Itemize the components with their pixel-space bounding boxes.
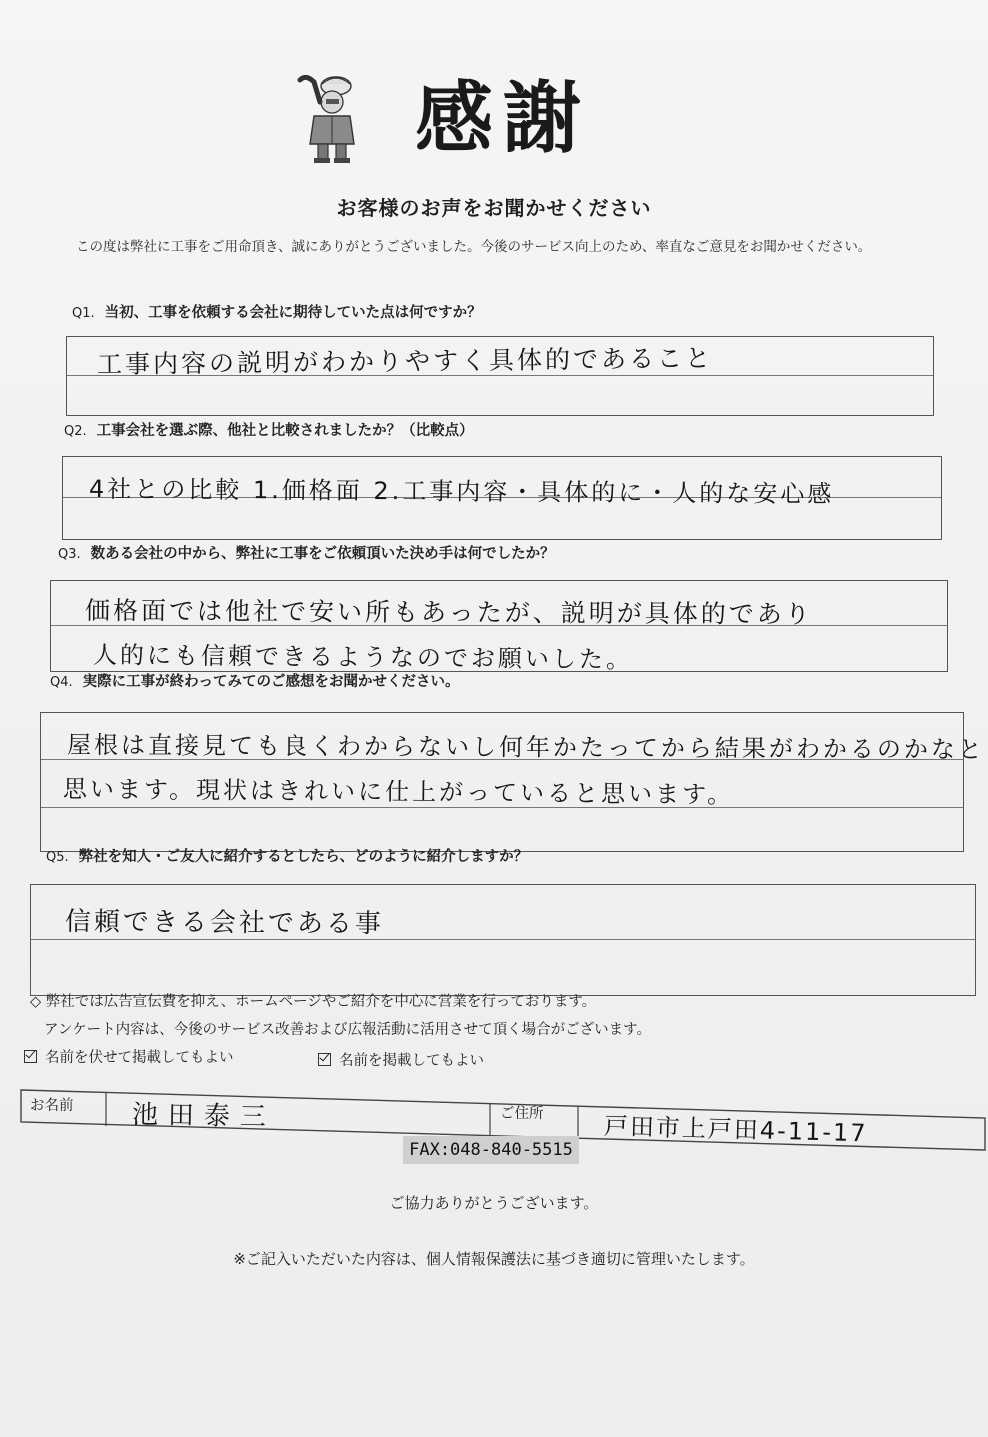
- question-number: Q4.: [50, 675, 73, 690]
- question-5: [46, 845, 528, 866]
- answer-text-q3-line1: 価格面では他社で安い所もあったが、説明が具体的であり: [84, 596, 813, 629]
- answer-text-q2-line1: 4社との比較 1.価格面 2.工事内容・具体的に・人的な安心感: [88, 475, 835, 509]
- option-anonymous-label: 名前を伏せて掲載してもよい: [45, 1050, 234, 1066]
- checkbox-checked-icon[interactable]: [318, 1053, 331, 1066]
- option-anonymous[interactable]: [24, 1046, 234, 1067]
- answer-text-q4-line2: 思います。現状はきれいに仕上がっていると思います。: [62, 775, 735, 809]
- answer-box-q1[interactable]: [66, 336, 934, 416]
- intro-text: この度は弊社に工事をご用命頂き、誠にありがとうございました。今後のサービス向上のため、率直なご意見をお聞かせください。: [76, 239, 872, 255]
- answer-box-q2[interactable]: [62, 456, 942, 540]
- address-field[interactable]: 戸田市上戸田4-11-17: [603, 1112, 868, 1148]
- question-4: [50, 670, 460, 691]
- answer-text-q4-line1: 屋根は直接見ても良くわからないし何年かたってから結果がわかるのかなと: [66, 731, 986, 764]
- worker-mascot-illustration: [292, 72, 368, 166]
- question-number: Q5.: [46, 850, 69, 865]
- answer-box-q4[interactable]: [40, 712, 986, 852]
- answer-text-q3-line2: 人的にも信頼できるようなのでお願いした。: [92, 641, 634, 674]
- question-2: [64, 419, 474, 440]
- name-field[interactable]: 池田泰三: [131, 1100, 277, 1133]
- question-text: 実際に工事が終わってみてのご感想をお聞かせください。: [82, 674, 460, 690]
- question-text: 弊社を知人・ご友人に紹介するとしたら、どのように紹介しますか？: [78, 849, 529, 865]
- answer-box-q3[interactable]: [50, 580, 948, 672]
- answer-box-q5[interactable]: [30, 884, 976, 996]
- answer-text-q5-line1: 信頼できる会社である事: [64, 907, 385, 940]
- question-number: Q2.: [64, 424, 87, 439]
- question-text: 数ある会社の中から、弊社に工事をご依頼頂いた決め手は何でしたか？: [90, 546, 555, 562]
- name-label: お名前: [30, 1098, 74, 1114]
- question-number: Q3.: [58, 547, 81, 562]
- answer-text-q1-line1: 工事内容の説明がわかりやすく具体的であること: [96, 343, 714, 379]
- question-number: Q1.: [72, 306, 95, 321]
- option-with-name-label: 名前を掲載してもよい: [339, 1053, 484, 1069]
- checkbox-checked-icon[interactable]: [24, 1050, 37, 1063]
- page-title: 感謝: [415, 73, 592, 164]
- option-with-name[interactable]: [318, 1049, 484, 1070]
- question-1: [72, 301, 482, 322]
- publication-notice: ◇ 弊社では広告宣伝費を抑え、ホームページやご紹介を中心に営業を行っております。: [30, 994, 597, 1010]
- question-text: 当初、工事を依頼する会社に期待していた点は何ですか？: [104, 305, 482, 321]
- privacy-notice: ※ご記入いただいた内容は、個人情報保護法に基づき適切に管理いたします。: [233, 1250, 755, 1268]
- address-label: ご住所: [500, 1106, 544, 1122]
- question-3: [58, 542, 555, 563]
- question-text: 工事会社を選ぶ際、他社と比較されましたか？（比較点）: [96, 423, 474, 439]
- thanks-text: ご協力ありがとうございます。: [389, 1194, 599, 1212]
- fax-number: FAX:048-840-5515: [403, 1136, 579, 1164]
- publication-notice-detail: アンケート内容は、今後のサービス改善および広報活動に活用させて頂く場合がございます。: [44, 1022, 651, 1038]
- survey-subtitle: お客様のお声をお聞かせください: [336, 196, 652, 220]
